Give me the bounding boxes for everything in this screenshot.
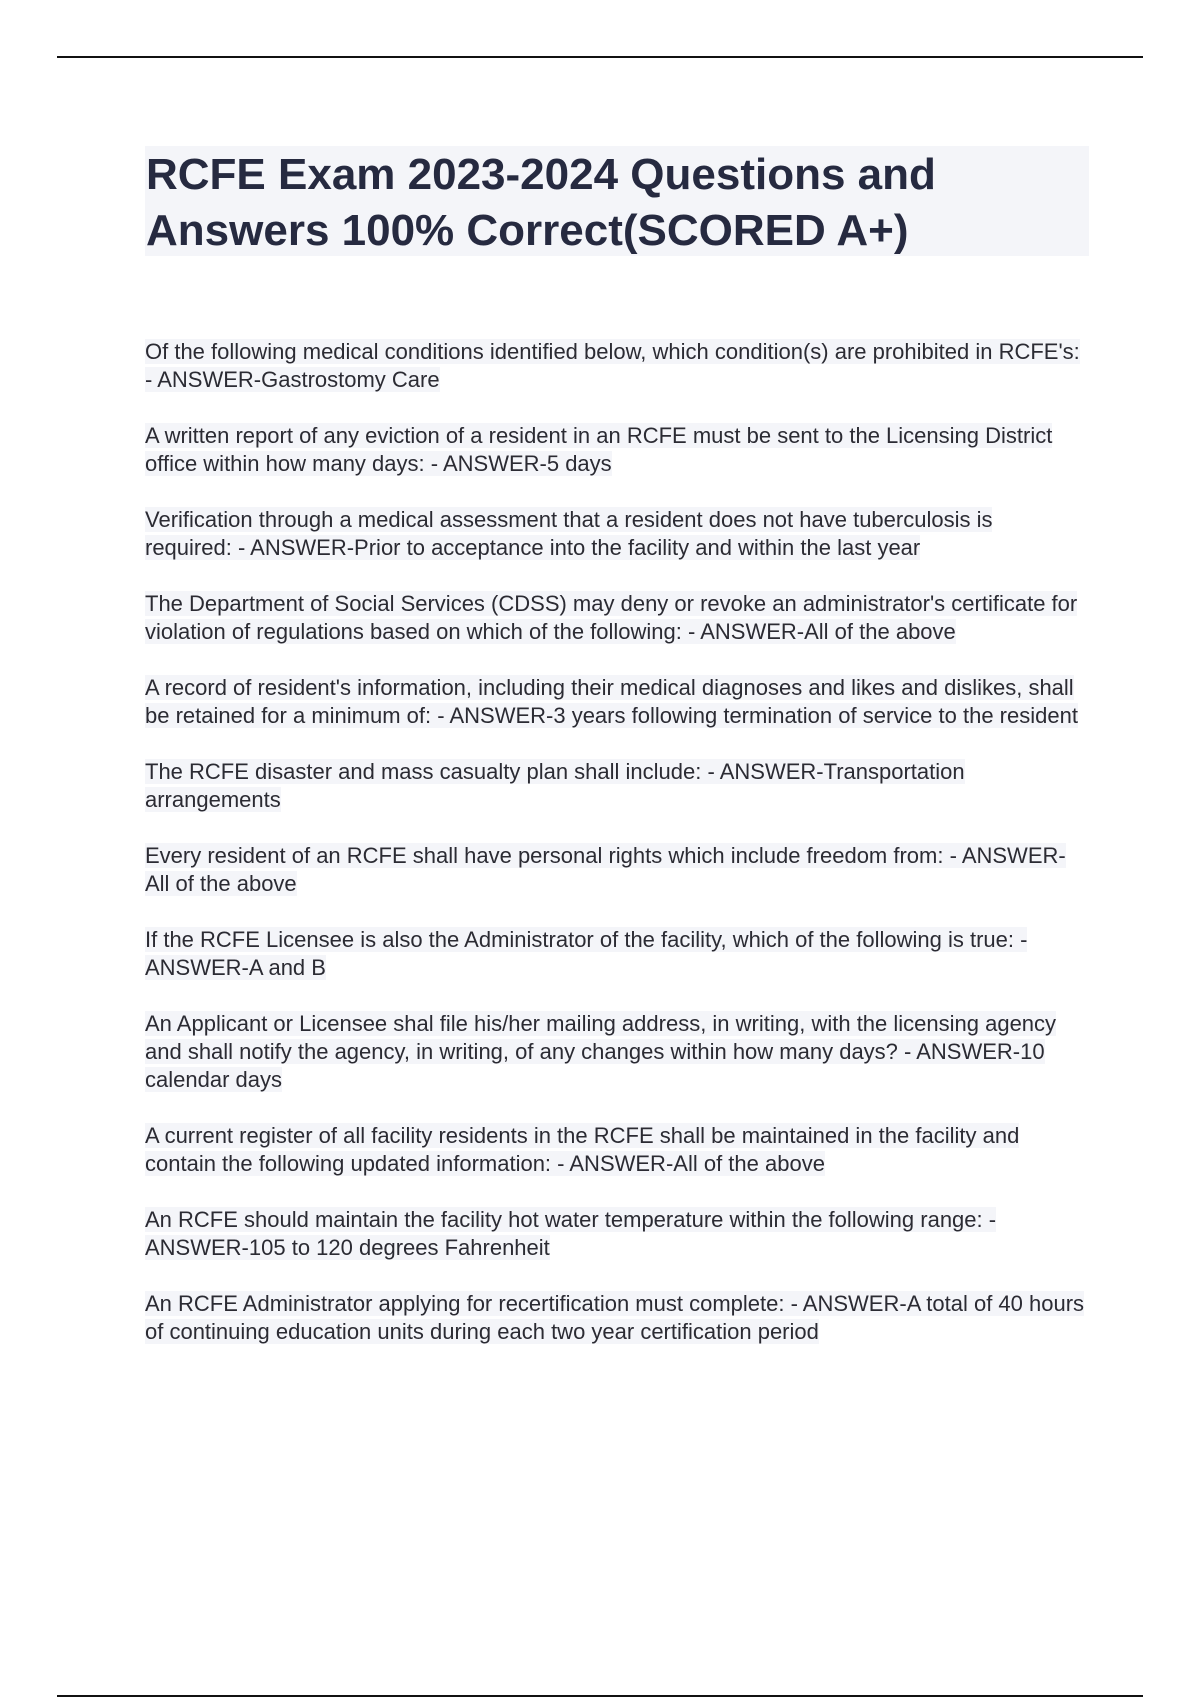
qa-item — [145, 926, 1085, 982]
top-rule — [57, 56, 1143, 58]
qa-item — [145, 1206, 1085, 1262]
qa-item — [145, 758, 1085, 814]
qa-item — [145, 422, 1085, 478]
qa-item — [145, 1122, 1085, 1178]
qa-item-text: A current register of all facility residents in the RCFE shall be maintained in the facility and contain the following updated information: - ANSWER-All of the above — [145, 1123, 1020, 1176]
qa-item-text: If the RCFE Licensee is also the Administrator of the facility, which of the following is true: - ANSWER-A and B — [145, 927, 1028, 980]
qa-item-text: An RCFE should maintain the facility hot water temperature within the following range: - ANSWER-105 to 120 degrees Fahrenheit — [145, 1207, 997, 1260]
qa-item — [145, 1010, 1085, 1094]
qa-item — [145, 506, 1085, 562]
qa-item-text: Every resident of an RCFE shall have personal rights which include freedom from: - ANSWER-All of the above — [145, 843, 1066, 896]
qa-item — [145, 674, 1085, 730]
qa-item-text: The RCFE disaster and mass casualty plan shall include: - ANSWER-Transportation arrangements — [145, 759, 965, 812]
qa-item — [145, 590, 1085, 646]
qa-item-text: Verification through a medical assessment that a resident does not have tuberculosis is required: - ANSWER-Prior to acceptance into the facility and within the last year — [145, 507, 993, 560]
qa-item-text: An RCFE Administrator applying for recertification must complete: - ANSWER-A total of 40 hours of continuing education units during each two year certification period — [145, 1291, 1085, 1344]
qa-item-text: An Applicant or Licensee shal file his/her mailing address, in writing, with the licensing agency and shall notify the agency, in writing, of any changes within how many days? - ANSWER-10 calendar days — [145, 1011, 1057, 1092]
document-title: RCFE Exam 2023-2024 Questions and Answers 100% Correct(SCORED A+) — [146, 150, 936, 255]
qa-item — [145, 338, 1085, 394]
qa-item-text: Of the following medical conditions identified below, which condition(s) are prohibited in RCFE's: - ANSWER-Gastrostomy Care — [145, 339, 1080, 392]
qa-item — [145, 842, 1085, 898]
qa-list — [145, 338, 1085, 1374]
qa-item — [145, 1290, 1085, 1346]
bottom-rule — [57, 1695, 1143, 1697]
qa-item-text: A record of resident's information, including their medical diagnoses and likes and dislikes, shall be retained for a minimum of: - ANSWER-3 years following termination of service to the resident — [145, 675, 1078, 728]
qa-item-text: The Department of Social Services (CDSS) may deny or revoke an administrator's certificate for violation of regulations based on which of the following: - ANSWER-All of the above — [145, 591, 1078, 644]
qa-item-text: A written report of any eviction of a resident in an RCFE must be sent to the Licensing District office within how many days: - ANSWER-5 days — [145, 423, 1053, 476]
